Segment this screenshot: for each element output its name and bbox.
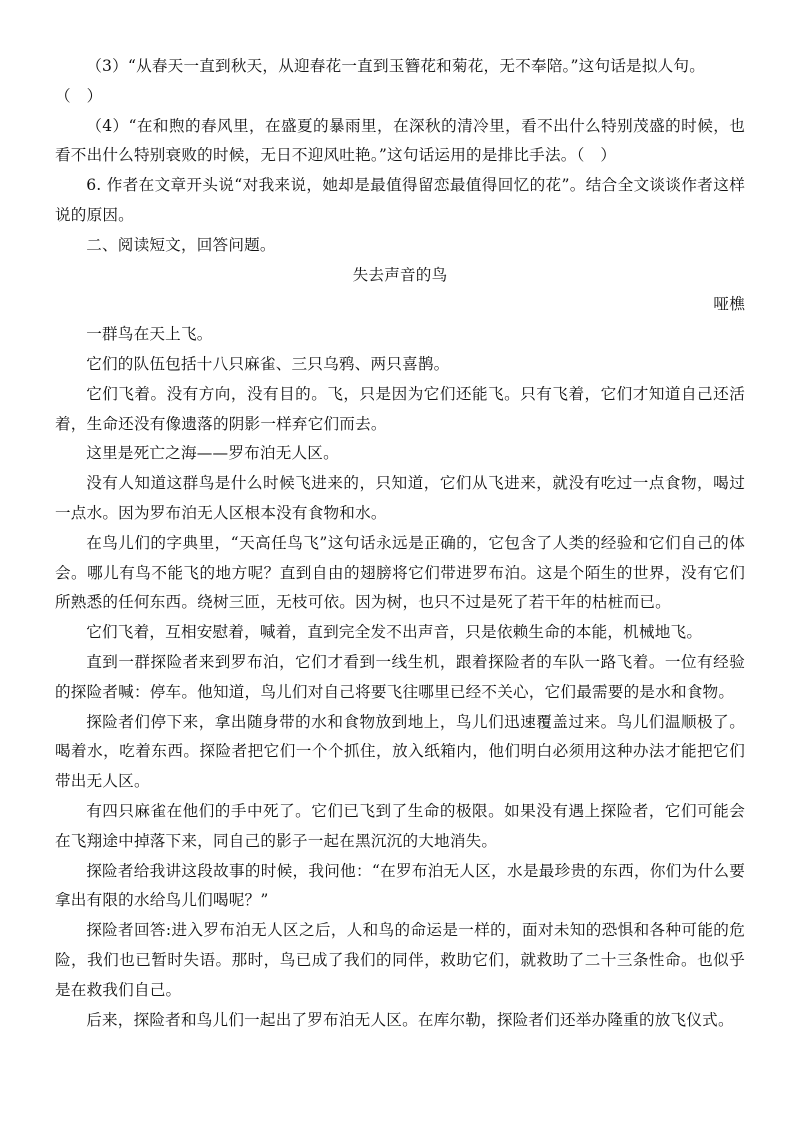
article-paragraph: 它们飞着，互相安慰着，喊着，直到完全发不出声音，只是依赖生命的本能，机械地飞。 (86, 623, 703, 642)
article-author: 哑樵 (713, 295, 745, 314)
page-content (55, 52, 745, 1035)
question-6: 6. 作者在文章开头说“对我来说，她却是最值得留恋最值得回忆的花”。结合全文谈谈作者这样说的原因。 (55, 176, 745, 224)
article-paragraph: 在鸟儿们的字典里，“天高任鸟飞”这句话永远是正确的，它包含了人类的经验和它们自己的体会。哪儿有鸟不能飞的地方呢？直到自由的翅膀将它们带进罗布泊。这是个陌生的世界，没有它们所熟悉的任何东西。绕树三匝，无枝可依。因为树，也只不过是死了若干年的枯桩而已。 (55, 533, 745, 612)
article-paragraph: 探险者们停下来，拿出随身带的水和食物放到地上，鸟儿们迅速覆盖过来。鸟儿们温顺极了。喝着水，吃着东西。探险者把它们一个个抓住，放入纸箱内，他们明白必须用这种办法才能把它们带出无人区。 (55, 712, 745, 791)
question-3-line-1: （3）“从春天一直到秋天，从迎春花一直到玉簪花和菊花，无不奉陪。”这句话是拟人句。 (86, 57, 706, 75)
article-paragraph: 它们的队伍包括十八只麻雀、三只乌鸦、两只喜鹊。 (86, 354, 450, 373)
question-3-answer-bracket: （ ） (55, 86, 103, 105)
article-paragraph: 这里是死亡之海——罗布泊无人区。 (86, 444, 339, 463)
article-paragraph: 探险者回答:进入罗布泊无人区之后，人和鸟的命运是一样的，面对未知的恐惧和各种可能的危险，我们也已暂时失语。那时，鸟已成了我们的同伴，救助它们，就救助了二十三条性命。也似乎是在救我们自己。 (55, 921, 745, 999)
article-paragraph: 一群鸟在天上飞。 (86, 325, 213, 344)
article-title: 失去声音的鸟 (352, 265, 448, 284)
article-paragraph: 直到一群探险者来到罗布泊，它们才看到一线生机，跟着探险者的车队一路飞着。一位有经验的探险者喊：停车。他知道，鸟儿们对自己将要飞往哪里已经不关心，它们最需要的是水和食物。 (55, 652, 745, 701)
question-4: （4）“在和煦的春风里，在盛夏的暴雨里，在深秋的清冷里，看不出什么特别茂盛的时候，也看不出什么特别衰败的时候，无日不迎风吐艳。”这句话运用的是排比手法。（ ） (55, 116, 745, 165)
article-paragraph: 有四只麻雀在他们的手中死了。它们已飞到了生命的极限。如果没有遇上探险者，它们可能会在飞翔途中掉落下来，同自己的影子一起在黑沉沉的大地消失。 (55, 801, 745, 850)
article-paragraph: 后来，探险者和鸟儿们一起出了罗布泊无人区。在库尔勒，探险者们还举办隆重的放飞仪式。 (86, 1010, 734, 1029)
section-2-heading: 二、阅读短文，回答问题。 (86, 235, 276, 254)
article-paragraph: 探险者给我讲这段故事的时候，我问他：“在罗布泊无人区，水是最珍贵的东西，你们为什么要拿出有限的水给鸟儿们喝呢？” (55, 861, 745, 910)
article-paragraph: 它们飞着。没有方向，没有目的。飞，只是因为它们还能飞。只有飞着，它们才知道自己还活着，生命还没有像遗落的阴影一样弃它们而去。 (55, 384, 745, 433)
article-paragraph: 没有人知道这群鸟是什么时候飞进来的，只知道，它们从飞进来，就没有吃过一点食物，喝过一点水。因为罗布泊无人区根本没有食物和水。 (55, 474, 745, 522)
